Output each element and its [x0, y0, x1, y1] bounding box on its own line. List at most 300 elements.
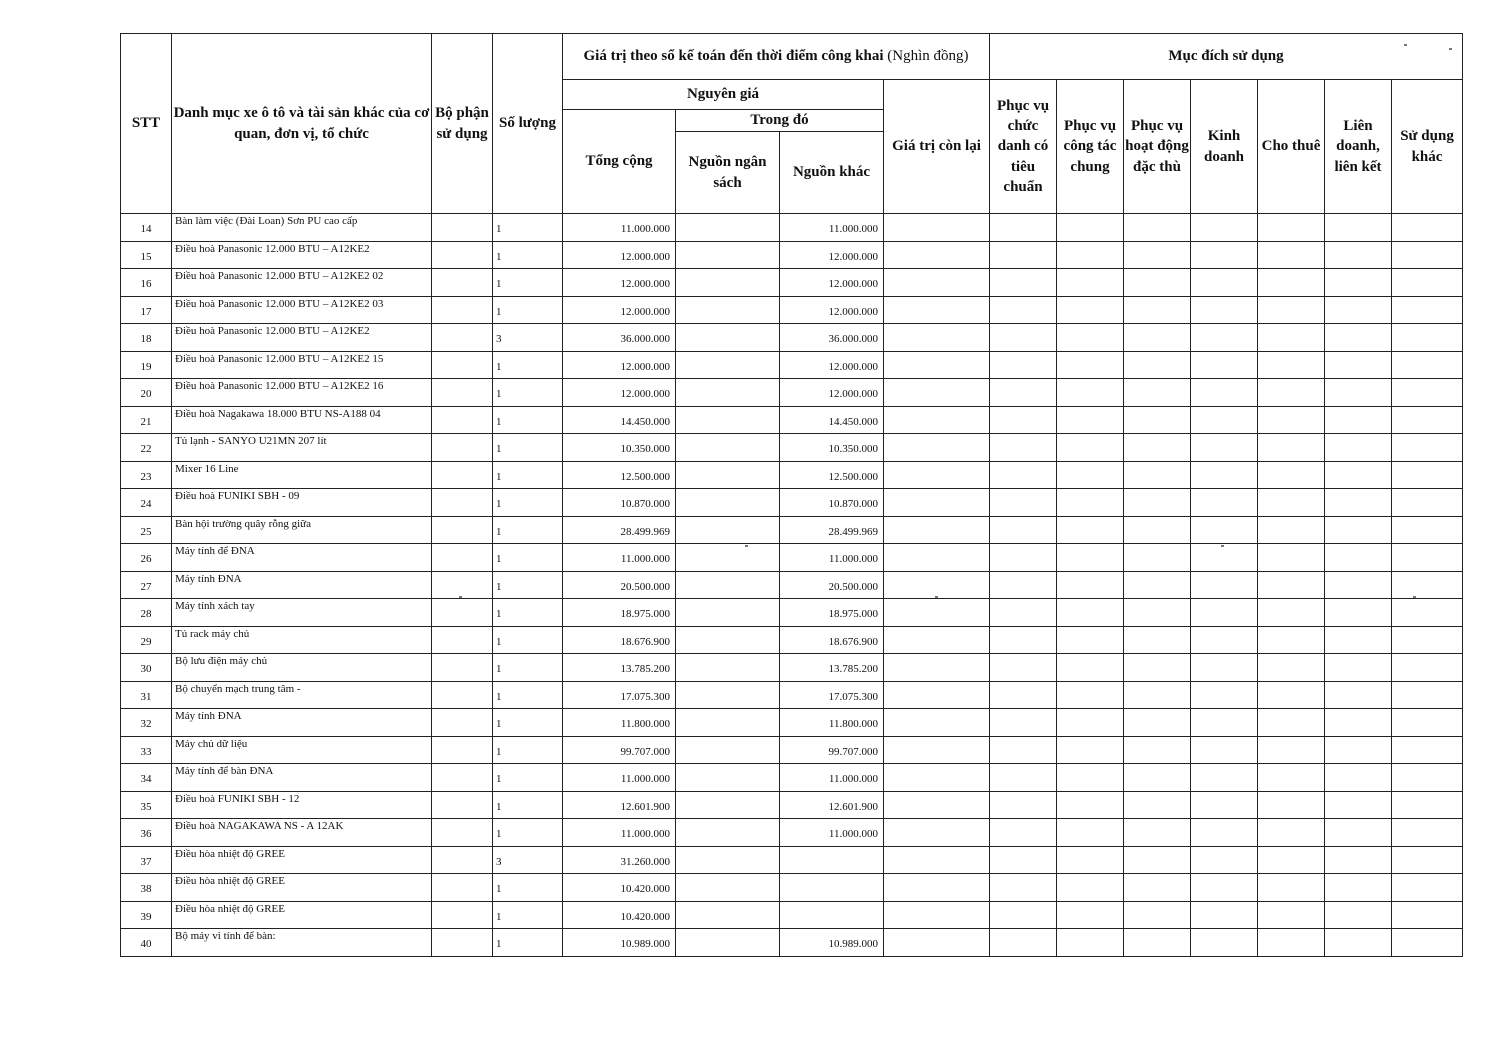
cell-purpose — [1392, 214, 1463, 242]
cell-purpose — [1325, 709, 1392, 737]
cell-purpose — [1392, 929, 1463, 957]
cell-other-source: 14.450.000 — [780, 406, 884, 434]
cell-purpose — [1191, 571, 1258, 599]
cell-stt: 26 — [121, 544, 172, 572]
cell-other-source — [780, 874, 884, 902]
cell-remaining-value — [884, 929, 990, 957]
cell-purpose — [1325, 599, 1392, 627]
cell-other-source: 12.000.000 — [780, 269, 884, 297]
cell-total: 11.000.000 — [563, 764, 676, 792]
header-book-value-unit: (Nghìn đồng) — [887, 48, 969, 65]
cell-total: 12.000.000 — [563, 241, 676, 269]
cell-purpose — [1258, 571, 1325, 599]
cell-stt: 16 — [121, 269, 172, 297]
cell-budget-source — [676, 681, 780, 709]
scan-speck — [459, 596, 462, 598]
cell-stt: 40 — [121, 929, 172, 957]
cell-stt: 24 — [121, 489, 172, 517]
table-header — [121, 34, 1463, 214]
cell-purpose — [1325, 544, 1392, 572]
cell-stt: 18 — [121, 324, 172, 352]
cell-stt: 29 — [121, 626, 172, 654]
cell-purpose — [1124, 901, 1191, 929]
cell-department — [432, 736, 493, 764]
cell-budget-source — [676, 241, 780, 269]
cell-purpose — [1258, 654, 1325, 682]
cell-stt: 17 — [121, 296, 172, 324]
cell-purpose — [1057, 269, 1124, 297]
cell-purpose — [1191, 214, 1258, 242]
cell-purpose — [1258, 599, 1325, 627]
table-row — [121, 681, 1463, 709]
cell-other-source: 11.000.000 — [780, 819, 884, 847]
cell-asset-name: Điều hoà Panasonic 12.000 BTU – A12KE2 15 — [172, 351, 432, 379]
cell-quantity: 1 — [493, 434, 563, 462]
cell-purpose — [1258, 324, 1325, 352]
table-row — [121, 214, 1463, 242]
cell-other-source: 12.601.900 — [780, 791, 884, 819]
cell-remaining-value — [884, 791, 990, 819]
cell-other-source: 28.499.969 — [780, 516, 884, 544]
cell-purpose — [1258, 406, 1325, 434]
table-row — [121, 846, 1463, 874]
cell-purpose — [1191, 846, 1258, 874]
cell-other-source: 18.676.900 — [780, 626, 884, 654]
cell-stt: 22 — [121, 434, 172, 462]
cell-asset-name: Bộ chuyển mạch trung tâm - — [172, 681, 432, 709]
cell-purpose — [1057, 599, 1124, 627]
cell-stt: 33 — [121, 736, 172, 764]
cell-purpose — [1191, 736, 1258, 764]
cell-budget-source — [676, 324, 780, 352]
cell-purpose — [1057, 929, 1124, 957]
cell-total: 13.785.200 — [563, 654, 676, 682]
cell-total: 18.676.900 — [563, 626, 676, 654]
cell-purpose — [990, 324, 1057, 352]
cell-remaining-value — [884, 654, 990, 682]
cell-purpose — [990, 544, 1057, 572]
cell-purpose — [1057, 406, 1124, 434]
cell-department — [432, 489, 493, 517]
cell-purpose — [1325, 846, 1392, 874]
cell-other-source: 12.000.000 — [780, 351, 884, 379]
header-purpose-col: Liên doanh, liên kết — [1325, 80, 1392, 214]
header-book-value-label: Giá trị theo sổ kế toán đến thời điểm công khai — [583, 48, 884, 65]
cell-purpose — [1258, 296, 1325, 324]
cell-purpose — [1191, 654, 1258, 682]
cell-purpose — [990, 241, 1057, 269]
cell-department — [432, 846, 493, 874]
cell-purpose — [1057, 516, 1124, 544]
cell-total: 18.975.000 — [563, 599, 676, 627]
cell-purpose — [1057, 461, 1124, 489]
cell-department — [432, 709, 493, 737]
cell-purpose — [1124, 791, 1191, 819]
cell-purpose — [1392, 544, 1463, 572]
cell-purpose — [1057, 736, 1124, 764]
table-row — [121, 874, 1463, 902]
scan-speck — [1449, 48, 1452, 50]
cell-department — [432, 599, 493, 627]
cell-purpose — [1124, 626, 1191, 654]
cell-purpose — [1191, 544, 1258, 572]
cell-budget-source — [676, 626, 780, 654]
cell-quantity: 3 — [493, 846, 563, 874]
cell-purpose — [1191, 434, 1258, 462]
header-purpose: Mục đích sử dụng — [990, 34, 1463, 80]
cell-asset-name: Tủ lạnh - SANYO U21MN 207 lít — [172, 434, 432, 462]
cell-purpose — [1392, 434, 1463, 462]
cell-budget-source — [676, 709, 780, 737]
cell-quantity: 1 — [493, 874, 563, 902]
cell-department — [432, 324, 493, 352]
cell-quantity: 1 — [493, 599, 563, 627]
cell-total: 12.000.000 — [563, 351, 676, 379]
cell-purpose — [1057, 324, 1124, 352]
cell-purpose — [1325, 901, 1392, 929]
cell-purpose — [1124, 351, 1191, 379]
cell-quantity: 1 — [493, 709, 563, 737]
cell-budget-source — [676, 764, 780, 792]
cell-purpose — [1057, 791, 1124, 819]
cell-purpose — [1124, 819, 1191, 847]
cell-other-source: 11.800.000 — [780, 709, 884, 737]
cell-purpose — [1325, 654, 1392, 682]
cell-purpose — [1258, 929, 1325, 957]
cell-stt: 20 — [121, 379, 172, 407]
cell-budget-source — [676, 406, 780, 434]
cell-purpose — [1392, 461, 1463, 489]
cell-purpose — [1392, 379, 1463, 407]
cell-quantity: 1 — [493, 736, 563, 764]
cell-stt: 38 — [121, 874, 172, 902]
cell-remaining-value — [884, 434, 990, 462]
cell-asset-name: Mixer 16 Line — [172, 461, 432, 489]
cell-department — [432, 791, 493, 819]
cell-purpose — [1191, 819, 1258, 847]
cell-purpose — [1325, 736, 1392, 764]
cell-purpose — [1258, 544, 1325, 572]
table-row — [121, 516, 1463, 544]
cell-purpose — [1325, 874, 1392, 902]
cell-purpose — [990, 269, 1057, 297]
cell-remaining-value — [884, 296, 990, 324]
cell-stt: 37 — [121, 846, 172, 874]
cell-purpose — [1392, 874, 1463, 902]
cell-other-source: 11.000.000 — [780, 214, 884, 242]
cell-stt: 34 — [121, 764, 172, 792]
cell-total: 10.420.000 — [563, 874, 676, 902]
cell-quantity: 1 — [493, 681, 563, 709]
cell-asset-name: Máy tính ĐNA — [172, 709, 432, 737]
table-row — [121, 434, 1463, 462]
table-row — [121, 351, 1463, 379]
cell-stt: 25 — [121, 516, 172, 544]
cell-purpose — [1325, 516, 1392, 544]
cell-purpose — [1124, 241, 1191, 269]
cell-purpose — [990, 626, 1057, 654]
cell-asset-name: Tủ rack máy chủ — [172, 626, 432, 654]
cell-remaining-value — [884, 764, 990, 792]
header-budget-source: Nguồn ngân sách — [676, 132, 780, 214]
header-of-which: Trong đó — [676, 110, 884, 132]
header-purpose-col: Kinh doanh — [1191, 80, 1258, 214]
cell-purpose — [990, 406, 1057, 434]
cell-purpose — [1325, 324, 1392, 352]
cell-purpose — [990, 434, 1057, 462]
asset-disclosure-table — [120, 33, 1463, 957]
cell-purpose — [1392, 571, 1463, 599]
cell-stt: 23 — [121, 461, 172, 489]
cell-purpose — [1124, 434, 1191, 462]
cell-purpose — [1325, 269, 1392, 297]
table-row — [121, 571, 1463, 599]
cell-department — [432, 901, 493, 929]
cell-purpose — [1191, 709, 1258, 737]
table-row — [121, 379, 1463, 407]
cell-purpose — [1392, 351, 1463, 379]
cell-quantity: 1 — [493, 351, 563, 379]
table-row — [121, 241, 1463, 269]
cell-purpose — [1258, 791, 1325, 819]
cell-purpose — [1258, 461, 1325, 489]
cell-total: 11.000.000 — [563, 819, 676, 847]
cell-purpose — [1124, 874, 1191, 902]
cell-total: 36.000.000 — [563, 324, 676, 352]
cell-budget-source — [676, 819, 780, 847]
cell-purpose — [1325, 379, 1392, 407]
cell-purpose — [990, 296, 1057, 324]
cell-budget-source — [676, 846, 780, 874]
cell-stt: 14 — [121, 214, 172, 242]
cell-department — [432, 819, 493, 847]
cell-total: 10.350.000 — [563, 434, 676, 462]
header-other-source: Nguồn khác — [780, 132, 884, 214]
header-purpose-col: Cho thuê — [1258, 80, 1325, 214]
cell-other-source: 10.870.000 — [780, 489, 884, 517]
cell-quantity: 1 — [493, 544, 563, 572]
cell-department — [432, 929, 493, 957]
cell-purpose — [1325, 406, 1392, 434]
cell-remaining-value — [884, 351, 990, 379]
cell-asset-name: Điều hòa nhiệt độ GREE — [172, 846, 432, 874]
table-row — [121, 544, 1463, 572]
cell-total: 10.870.000 — [563, 489, 676, 517]
cell-total: 12.000.000 — [563, 269, 676, 297]
header-department: Bộ phận sử dụng — [432, 34, 493, 214]
cell-purpose — [1325, 241, 1392, 269]
cell-department — [432, 626, 493, 654]
cell-quantity: 1 — [493, 929, 563, 957]
cell-asset-name: Điều hòa nhiệt độ GREE — [172, 901, 432, 929]
cell-purpose — [990, 901, 1057, 929]
cell-purpose — [1392, 654, 1463, 682]
table-row — [121, 489, 1463, 517]
cell-other-source: 10.989.000 — [780, 929, 884, 957]
cell-remaining-value — [884, 379, 990, 407]
cell-remaining-value — [884, 544, 990, 572]
cell-purpose — [1057, 241, 1124, 269]
cell-purpose — [1124, 379, 1191, 407]
cell-purpose — [1392, 296, 1463, 324]
cell-total: 20.500.000 — [563, 571, 676, 599]
cell-purpose — [1124, 571, 1191, 599]
cell-quantity: 1 — [493, 489, 563, 517]
cell-quantity: 1 — [493, 379, 563, 407]
table-row — [121, 929, 1463, 957]
header-total: Tổng cộng — [563, 110, 676, 214]
header-purpose-col: Phục vụ công tác chung — [1057, 80, 1124, 214]
cell-budget-source — [676, 269, 780, 297]
cell-purpose — [990, 736, 1057, 764]
cell-purpose — [990, 214, 1057, 242]
cell-purpose — [1124, 736, 1191, 764]
cell-purpose — [1258, 269, 1325, 297]
cell-asset-name: Điều hoà Panasonic 12.000 BTU – A12KE2 03 — [172, 296, 432, 324]
cell-other-source: 12.500.000 — [780, 461, 884, 489]
table-body — [121, 214, 1463, 957]
cell-stt: 15 — [121, 241, 172, 269]
cell-purpose — [1392, 709, 1463, 737]
cell-asset-name: Điều hòa nhiệt độ GREE — [172, 874, 432, 902]
cell-department — [432, 461, 493, 489]
cell-other-source: 12.000.000 — [780, 241, 884, 269]
cell-quantity: 1 — [493, 461, 563, 489]
cell-purpose — [1392, 626, 1463, 654]
cell-purpose — [1057, 571, 1124, 599]
scan-speck — [1404, 44, 1407, 46]
cell-stt: 30 — [121, 654, 172, 682]
scan-speck — [745, 545, 748, 547]
cell-remaining-value — [884, 516, 990, 544]
header-purpose-col: Phục vụ hoạt động đặc thù — [1124, 80, 1191, 214]
cell-stt: 35 — [121, 791, 172, 819]
cell-department — [432, 571, 493, 599]
cell-purpose — [1057, 846, 1124, 874]
cell-purpose — [990, 654, 1057, 682]
cell-remaining-value — [884, 819, 990, 847]
cell-total: 12.000.000 — [563, 379, 676, 407]
cell-other-source: 18.975.000 — [780, 599, 884, 627]
cell-purpose — [1392, 269, 1463, 297]
cell-remaining-value — [884, 241, 990, 269]
cell-asset-name: Máy tính xách tay — [172, 599, 432, 627]
cell-quantity: 1 — [493, 406, 563, 434]
cell-purpose — [1392, 489, 1463, 517]
cell-purpose — [1392, 406, 1463, 434]
cell-asset-name: Máy tính để ĐNA — [172, 544, 432, 572]
cell-quantity: 1 — [493, 901, 563, 929]
cell-asset-name: Bàn làm việc (Đài Loan) Sơn PU cao cấp — [172, 214, 432, 242]
cell-purpose — [1325, 626, 1392, 654]
cell-purpose — [1191, 901, 1258, 929]
cell-purpose — [1057, 544, 1124, 572]
cell-total: 12.000.000 — [563, 296, 676, 324]
cell-budget-source — [676, 874, 780, 902]
cell-purpose — [1392, 736, 1463, 764]
cell-remaining-value — [884, 269, 990, 297]
cell-purpose — [1191, 874, 1258, 902]
cell-purpose — [1325, 929, 1392, 957]
cell-purpose — [1258, 901, 1325, 929]
cell-other-source — [780, 846, 884, 874]
cell-purpose — [1258, 709, 1325, 737]
cell-other-source: 36.000.000 — [780, 324, 884, 352]
cell-purpose — [1258, 241, 1325, 269]
cell-purpose — [1325, 434, 1392, 462]
cell-purpose — [1258, 516, 1325, 544]
cell-remaining-value — [884, 736, 990, 764]
cell-department — [432, 654, 493, 682]
cell-purpose — [990, 709, 1057, 737]
cell-purpose — [1258, 846, 1325, 874]
scan-speck — [1413, 596, 1416, 598]
cell-department — [432, 681, 493, 709]
cell-budget-source — [676, 791, 780, 819]
cell-budget-source — [676, 296, 780, 324]
cell-purpose — [1124, 269, 1191, 297]
cell-purpose — [1191, 241, 1258, 269]
cell-purpose — [1191, 929, 1258, 957]
cell-purpose — [990, 379, 1057, 407]
header-category: Danh mục xe ô tô và tài sản khác của cơ quan, đơn vị, tổ chức — [172, 34, 432, 214]
cell-budget-source — [676, 736, 780, 764]
cell-purpose — [1258, 489, 1325, 517]
cell-purpose — [990, 351, 1057, 379]
cell-stt: 36 — [121, 819, 172, 847]
cell-total: 99.707.000 — [563, 736, 676, 764]
cell-purpose — [1124, 929, 1191, 957]
cell-quantity: 1 — [493, 571, 563, 599]
cell-stt: 39 — [121, 901, 172, 929]
cell-purpose — [1191, 599, 1258, 627]
cell-budget-source — [676, 379, 780, 407]
cell-asset-name: Máy tính để bàn ĐNA — [172, 764, 432, 792]
cell-other-source: 20.500.000 — [780, 571, 884, 599]
cell-asset-name: Bộ máy vi tính để bàn: — [172, 929, 432, 957]
cell-department — [432, 764, 493, 792]
cell-purpose — [1258, 764, 1325, 792]
cell-purpose — [1325, 489, 1392, 517]
cell-total: 14.450.000 — [563, 406, 676, 434]
cell-purpose — [1124, 214, 1191, 242]
cell-purpose — [1392, 846, 1463, 874]
cell-purpose — [1124, 461, 1191, 489]
cell-purpose — [1057, 819, 1124, 847]
cell-department — [432, 874, 493, 902]
cell-purpose — [1124, 764, 1191, 792]
cell-remaining-value — [884, 489, 990, 517]
cell-budget-source — [676, 544, 780, 572]
cell-total: 10.420.000 — [563, 901, 676, 929]
table-row — [121, 406, 1463, 434]
cell-purpose — [1392, 324, 1463, 352]
cell-purpose — [1258, 214, 1325, 242]
cell-quantity: 1 — [493, 626, 563, 654]
cell-total: 28.499.969 — [563, 516, 676, 544]
cell-purpose — [1124, 406, 1191, 434]
cell-purpose — [1191, 764, 1258, 792]
cell-asset-name: Điều hoà Panasonic 12.000 BTU – A12KE2 16 — [172, 379, 432, 407]
cell-purpose — [990, 874, 1057, 902]
cell-purpose — [1124, 599, 1191, 627]
cell-purpose — [1392, 241, 1463, 269]
cell-remaining-value — [884, 406, 990, 434]
cell-quantity: 1 — [493, 819, 563, 847]
cell-quantity: 1 — [493, 791, 563, 819]
cell-stt: 31 — [121, 681, 172, 709]
cell-remaining-value — [884, 709, 990, 737]
